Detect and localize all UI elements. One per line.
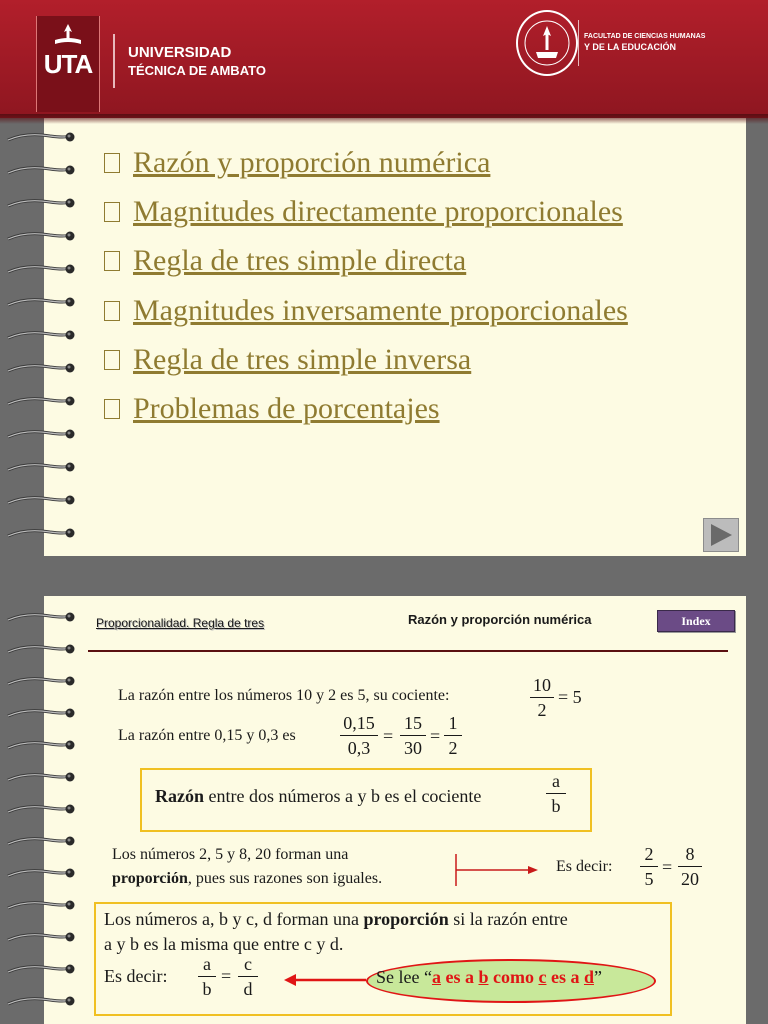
razon-term: Razón [155, 786, 204, 806]
menu-link-label[interactable]: Regla de tres simple directa [133, 244, 467, 278]
proporcion-definition-line2: a y b es la misma que entre c y d. [104, 934, 344, 954]
equals-sign: = [221, 966, 232, 986]
razon-definition [155, 786, 481, 807]
numerator: 0,15 [343, 713, 375, 733]
menu-link-label[interactable]: Magnitudes inversamente proporcionales [133, 293, 628, 327]
fraction-a-b [198, 953, 216, 1000]
fraction-c-d [238, 953, 258, 1000]
denominator: 2 [448, 738, 458, 759]
university-name [128, 44, 266, 80]
se-lee-suffix: ” [593, 967, 602, 987]
play-arrow-icon [704, 519, 738, 551]
index-button[interactable]: Index [657, 610, 735, 632]
se-lee-prefix: Se lee “ [376, 967, 432, 987]
razon-definition-text: entre dos números a y b es el cociente [208, 786, 482, 806]
binder-ring-icon [6, 163, 78, 177]
binder-rings-top [0, 130, 80, 550]
binder-ring-icon [6, 898, 78, 912]
binder-ring-icon [6, 770, 78, 784]
proporcion-def-text-b: si la razón entre [453, 909, 568, 929]
es-a: es a [440, 967, 479, 987]
faculty-name-line1: FACULTAD DE CIENCIAS HUMANAS [584, 33, 706, 40]
proporcion-def-text-a: Los números a, b y c, d forman una [104, 909, 359, 929]
equals-sign: = [662, 857, 673, 877]
letter-b: b [478, 967, 489, 987]
binder-ring-icon [6, 394, 78, 408]
binder-ring-icon [6, 361, 78, 375]
proporcion-def-term: proporción [363, 909, 449, 929]
bullet-box-icon [104, 251, 120, 271]
binder-ring-icon [6, 460, 78, 474]
next-slide-button[interactable] [703, 518, 739, 552]
menu-link-label[interactable]: Problemas de porcentajes [133, 392, 440, 426]
binder-ring-icon [6, 427, 78, 441]
proporcion-term: proporción [112, 870, 188, 887]
topic-title: Razón y proporción numérica [408, 612, 592, 627]
binder-ring-icon [6, 674, 78, 688]
numerator: 15 [404, 713, 422, 733]
numerator: 8 [685, 844, 695, 864]
fraction-15-30 [400, 712, 426, 759]
faculty-seal-icon [516, 10, 578, 76]
letter-a: a [431, 967, 441, 987]
menu-item-magnitudes-inversas[interactable] [104, 286, 628, 335]
es-decir-label: Es decir: [104, 966, 168, 986]
fraction-1-2 [444, 712, 462, 759]
section-title: Proporcionalidad. Regla de tres [96, 616, 265, 630]
numerator: a [552, 771, 560, 791]
denominator: 30 [404, 738, 422, 759]
numerator: c [244, 954, 252, 974]
equals-5: = 5 [558, 687, 582, 707]
faculty-divider [578, 20, 579, 66]
binder-ring-icon [6, 962, 78, 976]
binder-ring-icon [6, 493, 78, 507]
faculty-name [584, 32, 705, 52]
fraction-10-2 [530, 674, 554, 721]
binder-ring-icon [6, 642, 78, 656]
header-divider [113, 34, 115, 88]
binder-ring-icon [6, 196, 78, 210]
denominator: 5 [644, 869, 654, 890]
binder-rings-bottom [0, 610, 80, 1024]
binder-ring-icon [6, 866, 78, 880]
binder-ring-icon [6, 262, 78, 276]
numerator: 1 [448, 713, 458, 733]
binder-ring-icon [6, 295, 78, 309]
binder-ring-icon [6, 930, 78, 944]
university-header [0, 0, 768, 118]
binder-ring-icon [6, 706, 78, 720]
numerator: a [203, 954, 211, 974]
denominator: 20 [681, 869, 699, 890]
header-shadow [0, 114, 768, 124]
denominator: d [243, 979, 253, 1000]
equals-sign: = [430, 726, 441, 746]
uta-logo-text: UTA [43, 49, 93, 79]
university-name-line1: UNIVERSIDAD [128, 44, 232, 61]
proporcion-definition-line1 [104, 909, 568, 930]
denominator: b [202, 979, 212, 1000]
menu-item-razon-proporcion[interactable] [104, 138, 628, 187]
fraction-2-5 [640, 843, 658, 890]
denominator: b [551, 796, 561, 817]
proporcion-example-text: , pues sus razones son iguales. [187, 870, 383, 887]
title-rule [88, 650, 728, 652]
fraction-8-20 [678, 843, 702, 890]
faculty-name-line2: Y DE LA EDUCACIÓN [584, 42, 677, 52]
letter-d: d [583, 967, 594, 987]
equals-sign: = [383, 726, 394, 746]
menu-item-regla-tres-directa[interactable] [104, 237, 628, 286]
binder-ring-icon [6, 130, 78, 144]
como: como [488, 967, 539, 987]
proporcion-example-line2 [112, 870, 382, 888]
bullet-box-icon [104, 399, 120, 419]
razon-example-2: La razón entre 0,15 y 0,3 es [118, 727, 296, 744]
se-lee-text [376, 967, 602, 988]
numerator: 2 [644, 844, 654, 864]
numerator: 10 [533, 675, 551, 695]
proporcion-example-line1: Los números 2, 5 y 8, 20 forman una [112, 846, 349, 863]
fraction-a-b [546, 770, 566, 817]
bullet-box-icon [104, 301, 120, 321]
razon-example-1: La razón entre los números 10 y 2 es 5, su cociente: [118, 687, 450, 704]
letter-c: c [538, 967, 547, 987]
menu-link-label[interactable]: Magnitudes directamente proporcionales [133, 194, 623, 228]
binder-ring-icon [6, 834, 78, 848]
menu-item-magnitudes-directas[interactable] [104, 187, 628, 236]
binder-ring-icon [6, 994, 78, 1008]
menu-link-label[interactable]: Regla de tres simple inversa [133, 342, 472, 376]
arrow-right-icon [452, 852, 542, 888]
university-name-line2: TÉCNICA DE AMBATO [128, 63, 266, 78]
es-decir-label: Es decir: [556, 858, 613, 875]
es-a: es a [546, 967, 584, 987]
topic-menu [104, 138, 628, 434]
bullet-box-icon [104, 350, 120, 370]
binder-ring-icon [6, 229, 78, 243]
denominator: 0,3 [347, 738, 371, 759]
arrow-left-icon [282, 970, 368, 990]
menu-item-regla-tres-inversa[interactable] [104, 335, 628, 384]
fraction-015-03 [340, 712, 378, 759]
bullet-box-icon [104, 202, 120, 222]
binder-ring-icon [6, 738, 78, 752]
menu-link-label[interactable]: Razón y proporción numérica [133, 145, 491, 179]
binder-ring-icon [6, 328, 78, 342]
binder-ring-icon [6, 526, 78, 540]
binder-ring-icon [6, 610, 78, 624]
binder-ring-icon [6, 802, 78, 816]
menu-item-porcentajes[interactable] [104, 384, 628, 433]
denominator: 2 [537, 700, 547, 721]
bullet-box-icon [104, 153, 120, 173]
